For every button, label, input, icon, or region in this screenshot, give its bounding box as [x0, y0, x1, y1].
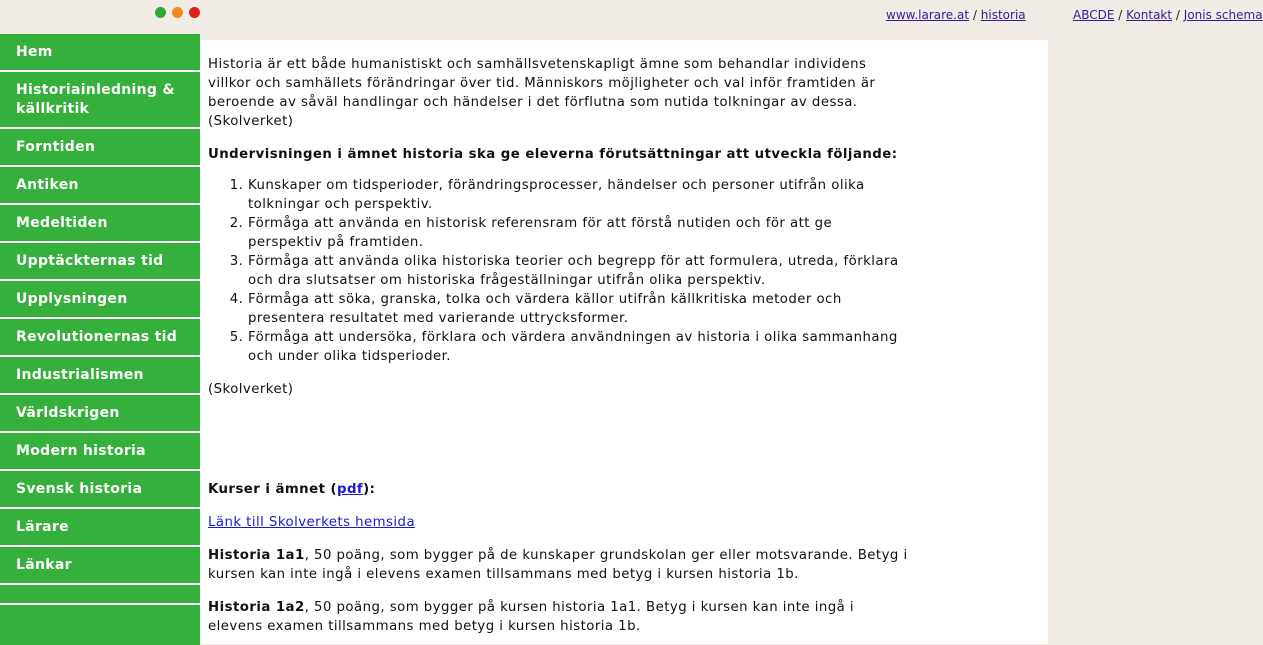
courses-label: Kurser i ämnet ( [208, 482, 337, 497]
red-dot-icon [189, 7, 200, 18]
sidebar-item-modern-historia[interactable]: Modern historia [0, 433, 200, 471]
courses-end: ): [363, 482, 376, 497]
list-item: 5. Förmåga att undersöka, förklara och värdera användningen av historia i olika sammanhang och under olika tidsperioder. [248, 328, 908, 366]
sidebar [0, 34, 200, 644]
sidebar-item-hem[interactable]: Hem [0, 34, 200, 72]
sidebar-item-historiainledning[interactable]: Historiainledning & källkritik [0, 72, 200, 129]
course-1-title: Historia 1a1 [208, 548, 305, 563]
course-2-text: , 50 poäng, som bygger på kursen historia 1a1. Betyg i kursen kan inte ingå i elevens examen tillsammans med betyg i kursen historia 1b. [208, 600, 855, 634]
courses-heading [208, 480, 908, 499]
sidebar-item-antiken[interactable]: Antiken [0, 167, 200, 205]
sidebar-item-medeltiden[interactable]: Medeltiden [0, 205, 200, 243]
jonis-schema-link[interactable]: Jonis schema [1183, 8, 1263, 22]
separator: / [1175, 8, 1180, 22]
course-1 [208, 546, 908, 584]
sidebar-item-varldskrigen[interactable]: Världskrigen [0, 395, 200, 433]
list-item: 4. Förmåga att söka, granska, tolka och värdera källor utifrån källkritiska metoder och presentera resultatet med varierande uttrycksformer. [248, 290, 908, 328]
separator: / [1118, 8, 1123, 22]
sidebar-item-lankar[interactable]: Länkar [0, 547, 200, 585]
orange-dot-icon [172, 7, 183, 18]
top-links [1073, 8, 1263, 22]
sidebar-item-industrialismen[interactable]: Industrialismen [0, 357, 200, 395]
historia-link[interactable]: historia [980, 8, 1026, 22]
sidebar-item-larare[interactable]: Lärare [0, 509, 200, 547]
course-2-title: Historia 1a2 [208, 600, 305, 615]
separator: / [972, 8, 977, 22]
section-heading: Undervisningen i ämnet historia ska ge eleverna förutsättningar att utveckla följande: [208, 147, 898, 162]
course-2 [208, 598, 908, 636]
source-text: (Skolverket) [208, 382, 294, 397]
main-content [200, 40, 1048, 644]
sidebar-item-upplysningen[interactable]: Upplysningen [0, 281, 200, 319]
sidebar-item-empty [0, 585, 200, 605]
kontakt-link[interactable]: Kontakt [1126, 8, 1173, 22]
sidebar-item-revolutionernas-tid[interactable]: Revolutionernas tid [0, 319, 200, 357]
breadcrumb [886, 8, 1026, 22]
skolverket-link[interactable]: Länk till Skolverkets hemsida [208, 515, 416, 530]
intro-paragraph: Historia är ett både humanistiskt och samhällsvetenskapligt ämne som behandlar individens villkor och samhällets förändringar över tid. Människors möjligheter och val inför framtiden är beroende av såväl handlingar och händelser i det förflutna som nutida tolkningar av dessa. (Skolverket) [208, 57, 876, 129]
course-1-text: , 50 poäng, som bygger på de kunskaper grundskolan ger eller motsvarande. Betyg i kursen kan inte ingå i elevens examen tillsammans med betyg i kursen historia 1b. [208, 548, 908, 582]
sidebar-filler [0, 605, 200, 645]
list-item: 1. Kunskaper om tidsperioder, förändringsprocesser, händelser och personer utifrån olika tolkningar och perspektiv. [248, 176, 908, 214]
abcde-link[interactable]: ABCDE [1073, 8, 1115, 22]
right-panel [1048, 40, 1250, 644]
pdf-link[interactable]: pdf [336, 482, 364, 497]
green-dot-icon [155, 7, 166, 18]
site-link[interactable]: www.larare.at [886, 8, 970, 22]
sidebar-item-svensk-historia[interactable]: Svensk historia [0, 471, 200, 509]
list-item: 2. Förmåga att använda en historisk referensram för att förstå nutiden och för att ge perspektiv på framtiden. [248, 214, 908, 252]
sidebar-item-forntiden[interactable]: Forntiden [0, 129, 200, 167]
sidebar-item-upptackternas-tid[interactable]: Upptäckternas tid [0, 243, 200, 281]
top-bar [0, 0, 1263, 36]
list-item: 3. Förmåga att använda olika historiska teorier och begrepp för att formulera, utreda, förklara och dra slutsatser om historiska frågeställningar utifrån olika perspektiv. [248, 252, 908, 290]
goals-list [208, 176, 908, 366]
